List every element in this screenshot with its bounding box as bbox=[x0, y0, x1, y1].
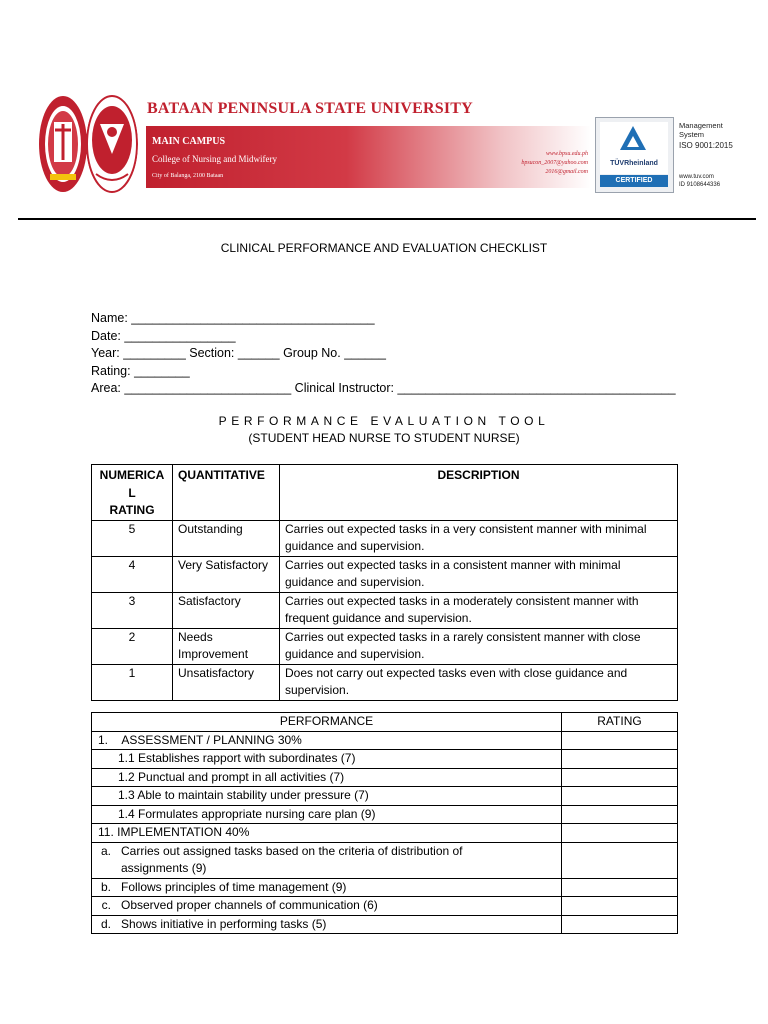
table-row bbox=[92, 520, 678, 556]
college-name: College of Nursing and Midwifery bbox=[152, 154, 277, 164]
city-address: City of Balanga, 2100 Bataan bbox=[152, 173, 224, 179]
list-marker: c. bbox=[101, 898, 111, 912]
rating-quality: Unsatisfactory bbox=[173, 664, 280, 700]
rating-number: 2 bbox=[92, 628, 173, 664]
tuv-website: www.tuv.com bbox=[679, 174, 714, 180]
table-row bbox=[92, 750, 678, 769]
campus-name: MAIN CAMPUS bbox=[152, 136, 226, 147]
criterion: 1.2 Punctual and prompt in all activities (7) bbox=[92, 768, 562, 787]
table-row bbox=[92, 628, 678, 664]
university-name: BATAAN PENINSULA STATE UNIVERSITY bbox=[147, 100, 473, 117]
tuv-certified-label: CERTIFIED bbox=[600, 175, 668, 187]
header-rating: RATING bbox=[562, 713, 678, 732]
list-marker: a. bbox=[100, 843, 111, 858]
tuv-triangle-inner bbox=[627, 136, 639, 147]
criterion bbox=[92, 915, 562, 934]
section-row bbox=[92, 824, 678, 843]
document-title: CLINICAL PERFORMANCE AND EVALUATION CHECKLIST bbox=[220, 241, 548, 255]
tuv-info bbox=[679, 173, 720, 189]
rating-description: Does not carry out expected tasks even with close guidance and supervision. bbox=[280, 664, 678, 700]
university-seal-logo bbox=[38, 94, 88, 194]
rating-description: Carries out expected tasks in a moderately consistent manner with frequent guidance and supervision. bbox=[280, 592, 678, 628]
table-row bbox=[92, 768, 678, 787]
criterion: 1.1 Establishes rapport with subordinates (7) bbox=[92, 750, 562, 769]
letterhead bbox=[0, 0, 768, 222]
list-marker: d. bbox=[100, 916, 111, 931]
header-quantitative: QUANTITATIVE bbox=[173, 465, 280, 521]
rating-description: Carries out expected tasks in a rarely consistent manner with close guidance and supervision. bbox=[280, 628, 678, 664]
tuv-brand-label: TÜVRheinland bbox=[610, 160, 658, 167]
criterion-text: Observed proper channels of communication (6) bbox=[121, 898, 378, 912]
contact-website: www.bpsu.edu.ph bbox=[545, 151, 588, 157]
rating-cell[interactable] bbox=[562, 805, 678, 824]
header-numerical-rating bbox=[92, 465, 173, 521]
tool-title: PERFORMANCE EVALUATION TOOL bbox=[218, 414, 550, 428]
criterion-text: Carries out assigned tasks based on the criteria of distribution of assignments (9) bbox=[121, 843, 463, 875]
rating-cell[interactable] bbox=[562, 731, 678, 750]
performance-table bbox=[91, 712, 678, 934]
rating-cell[interactable] bbox=[562, 787, 678, 806]
header-line: RATING bbox=[109, 503, 155, 517]
tuv-id: ID 9108644336 bbox=[679, 182, 721, 188]
management-system-label bbox=[679, 121, 723, 139]
rating-scale-table bbox=[91, 464, 678, 701]
name-field: Name: ___________________________________ bbox=[91, 311, 375, 325]
header-line: NUMERICA bbox=[99, 468, 165, 482]
table-row bbox=[92, 897, 678, 916]
rating-number: 3 bbox=[92, 592, 173, 628]
rating-cell[interactable] bbox=[562, 878, 678, 897]
table-row bbox=[92, 556, 678, 592]
header-line: L bbox=[128, 485, 136, 500]
year-section-group-field: Year: _________ Section: ______ Group No. ______ bbox=[91, 346, 386, 360]
ms-line2: System bbox=[679, 130, 705, 139]
rating-quality: Outstanding bbox=[173, 520, 280, 556]
student-info-fields bbox=[91, 310, 676, 398]
header-description: DESCRIPTION bbox=[280, 465, 678, 521]
table-row bbox=[92, 664, 678, 700]
criterion-text: Shows initiative in performing tasks (5) bbox=[121, 916, 327, 931]
table-row bbox=[92, 787, 678, 806]
college-seal-logo bbox=[86, 94, 138, 194]
table-header-row bbox=[92, 465, 678, 521]
section-assessment-planning: 1. ASSESSMENT / PLANNING 30% bbox=[92, 731, 562, 750]
rating-quality: Very Satisfactory bbox=[173, 556, 280, 592]
contact-email-2: 2016@gmail.com bbox=[545, 169, 588, 175]
rating-number: 5 bbox=[92, 520, 173, 556]
table-row bbox=[92, 842, 678, 878]
table-row bbox=[92, 915, 678, 934]
header-performance: PERFORMANCE bbox=[92, 713, 562, 732]
contact-email-1: bpsucon_2007@yahoo.com bbox=[521, 160, 588, 166]
iso-standard: ISO 9001:2015 bbox=[679, 141, 733, 150]
rating-description: Carries out expected tasks in a consistent manner with minimal guidance and supervision. bbox=[280, 556, 678, 592]
rating-cell[interactable] bbox=[562, 750, 678, 769]
contact-info bbox=[521, 150, 588, 177]
rating-cell[interactable] bbox=[562, 915, 678, 934]
ms-line1: Management bbox=[679, 121, 723, 130]
rating-cell[interactable] bbox=[562, 842, 678, 878]
section-implementation: 11. IMPLEMENTATION 40% bbox=[92, 824, 562, 843]
criterion: 1.4 Formulates appropriate nursing care plan (9) bbox=[92, 805, 562, 824]
rating-cell[interactable] bbox=[562, 897, 678, 916]
header-divider bbox=[18, 218, 756, 220]
rating-cell[interactable] bbox=[562, 768, 678, 787]
table-row bbox=[92, 805, 678, 824]
tool-subtitle: (STUDENT HEAD NURSE TO STUDENT NURSE) bbox=[248, 431, 520, 445]
rating-number: 4 bbox=[92, 556, 173, 592]
section-row bbox=[92, 731, 678, 750]
rating-description: Carries out expected tasks in a very consistent manner with minimal guidance and supervision. bbox=[280, 520, 678, 556]
date-field: Date: ________________ bbox=[91, 328, 236, 343]
rating-cell[interactable] bbox=[562, 824, 678, 843]
list-marker: b. bbox=[100, 879, 111, 894]
criterion bbox=[92, 878, 562, 897]
criterion bbox=[92, 897, 562, 916]
rating-number: 1 bbox=[92, 664, 173, 700]
rating-field: Rating: ________ bbox=[91, 363, 190, 378]
table-row bbox=[92, 592, 678, 628]
rating-quality: Satisfactory bbox=[173, 592, 280, 628]
table-header-row bbox=[92, 713, 678, 732]
rating-quality: Needs Improvement bbox=[173, 628, 280, 664]
criterion bbox=[92, 842, 562, 878]
table-row bbox=[92, 878, 678, 897]
criterion: 1.3 Able to maintain stability under pressure (7) bbox=[92, 787, 562, 806]
area-instructor-field: Area: ________________________ Clinical Instructor: ________________________________________ bbox=[91, 381, 676, 395]
criterion-text: Follows principles of time management (9) bbox=[121, 879, 347, 894]
